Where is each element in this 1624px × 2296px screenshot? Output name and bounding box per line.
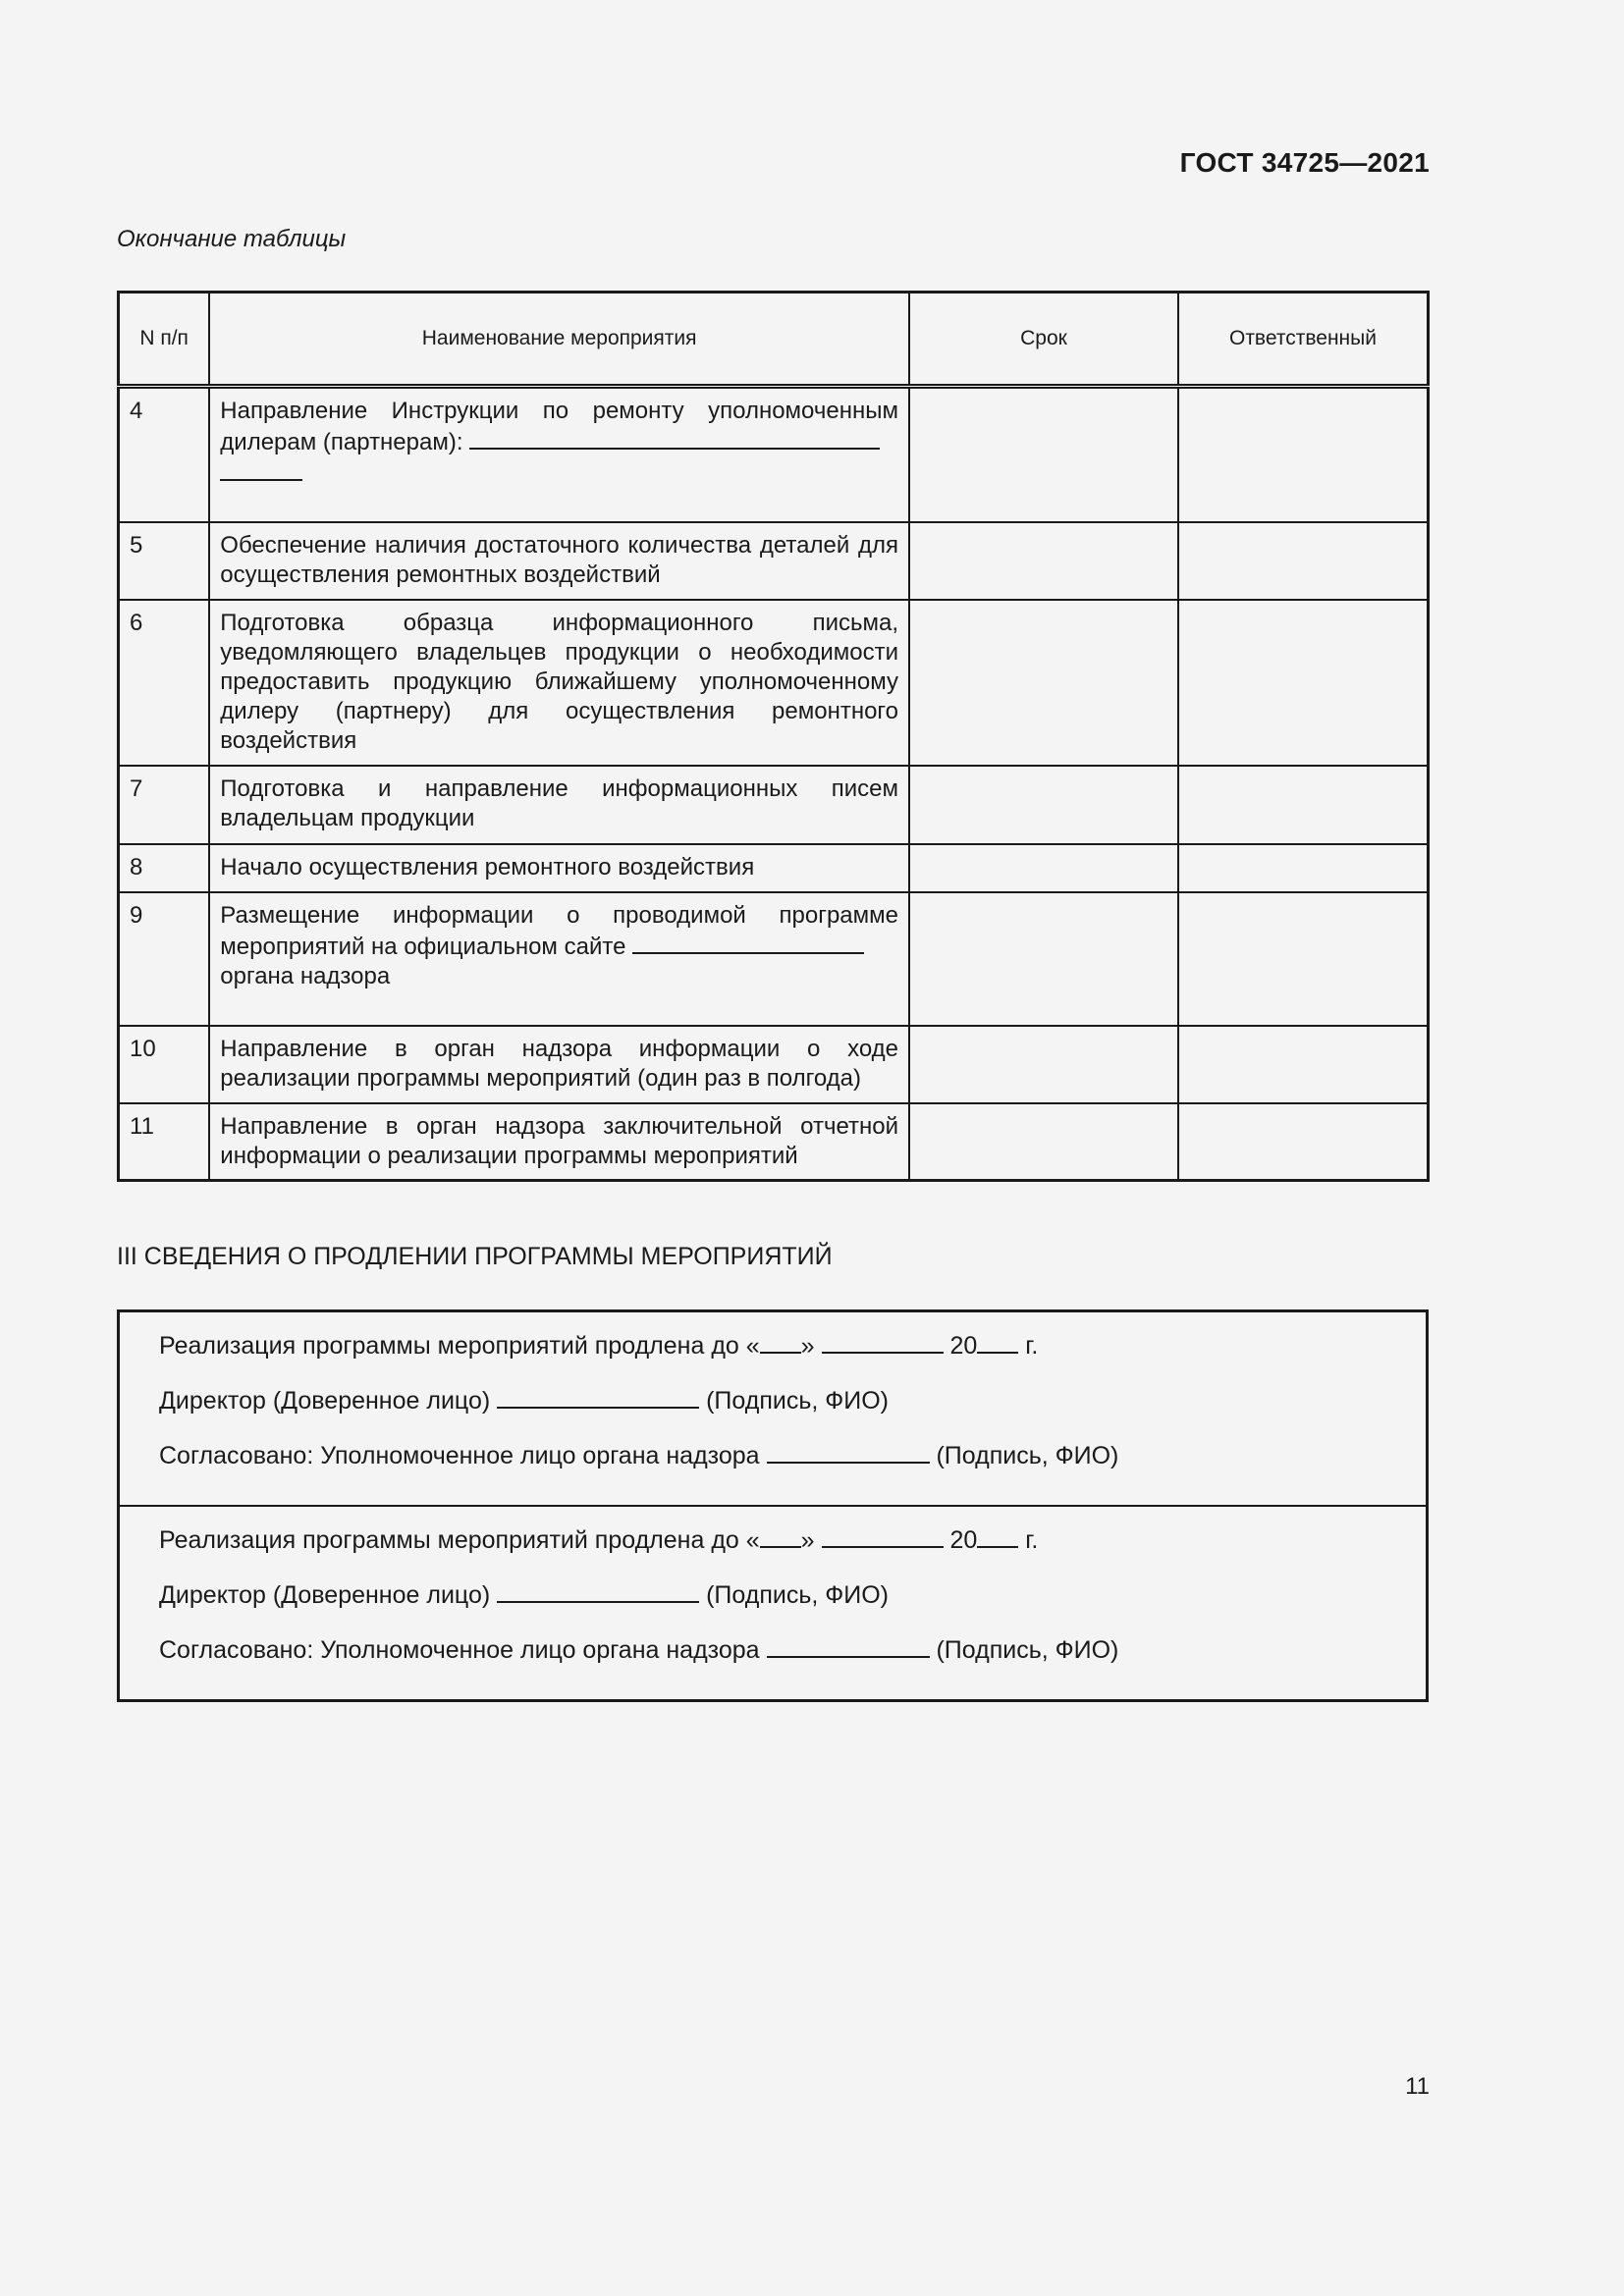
approval-signature-line xyxy=(159,1632,1426,1687)
row-name: Направление в орган надзора информации о ходе реализации программы мероприятий (один раз в полгода) xyxy=(209,1026,909,1103)
table-row xyxy=(119,1103,1429,1181)
section-title: III СВЕДЕНИЯ О ПРОДЛЕНИИ ПРОГРАММЫ МЕРОПРИЯТИЙ xyxy=(117,1243,833,1270)
table-row xyxy=(119,844,1429,892)
extension-date-line xyxy=(159,1522,1426,1577)
extension-text: Реализация программы мероприятий продлена до « xyxy=(159,1332,760,1360)
column-header-number: N п/п xyxy=(119,293,210,387)
table-row xyxy=(119,600,1429,766)
table-row xyxy=(119,1026,1429,1103)
row-deadline xyxy=(909,600,1178,766)
month-blank xyxy=(822,1328,944,1354)
signature-blank xyxy=(767,1438,930,1464)
row-name: Подготовка образца информационного письма, уведомляющего владельцев продукции о необходимости предоставить продукцию ближайшему уполномоченному дилеру (партнеру) для осуществления ремонтного воздействия xyxy=(209,600,909,766)
row-number: 7 xyxy=(119,766,210,844)
row-number: 11 xyxy=(119,1103,210,1181)
column-header-name: Наименование мероприятия xyxy=(209,293,909,387)
row-responsible xyxy=(1178,387,1429,522)
signature-blank xyxy=(767,1632,930,1658)
fill-in-blank xyxy=(632,931,864,954)
row-deadline xyxy=(909,1026,1178,1103)
column-header-responsible: Ответственный xyxy=(1178,293,1429,387)
row-number: 4 xyxy=(119,387,210,522)
row-deadline xyxy=(909,522,1178,600)
signature-blank xyxy=(497,1383,699,1409)
year-suffix: г. xyxy=(1025,1526,1039,1554)
row-name: Начало осуществления ремонтного воздействия xyxy=(209,844,909,892)
row-responsible xyxy=(1178,1103,1429,1181)
row-name: Обеспечение наличия достаточного количества деталей для осуществления ремонтных воздействий xyxy=(209,522,909,600)
table-row xyxy=(119,387,1429,522)
row-number: 9 xyxy=(119,892,210,1026)
table-caption: Окончание таблицы xyxy=(117,226,347,252)
quote-close: » xyxy=(800,1526,815,1554)
row-name-continued: органа надзора xyxy=(220,962,391,989)
row-name: Подготовка и направление информационных писем владельцам продукции xyxy=(209,766,909,844)
row-deadline xyxy=(909,844,1178,892)
row-responsible xyxy=(1178,600,1429,766)
row-responsible xyxy=(1178,766,1429,844)
table-row xyxy=(119,892,1429,1026)
signature-blank xyxy=(497,1577,699,1603)
extension-block xyxy=(120,1505,1426,1699)
table-row xyxy=(119,522,1429,600)
day-blank xyxy=(760,1328,801,1354)
extension-box xyxy=(117,1309,1429,1702)
row-number: 6 xyxy=(119,600,210,766)
row-responsible xyxy=(1178,844,1429,892)
row-number: 5 xyxy=(119,522,210,600)
page-number: 11 xyxy=(1405,2073,1430,2100)
extension-date-line xyxy=(159,1328,1426,1383)
director-signature-line xyxy=(159,1383,1426,1438)
table-header-row xyxy=(119,293,1429,387)
measures-table xyxy=(117,291,1430,1182)
row-deadline xyxy=(909,766,1178,844)
extension-block xyxy=(120,1312,1426,1505)
signature-hint: (Подпись, ФИО) xyxy=(936,1636,1119,1664)
quote-close: » xyxy=(800,1332,815,1360)
year-suffix: г. xyxy=(1025,1332,1039,1360)
year-blank xyxy=(977,1522,1018,1548)
extension-text: Реализация программы мероприятий продлена до « xyxy=(159,1526,760,1554)
signature-hint: (Подпись, ФИО) xyxy=(706,1387,889,1415)
row-deadline xyxy=(909,387,1178,522)
year-prefix: 20 xyxy=(949,1526,978,1554)
fill-in-blank xyxy=(469,426,880,450)
row-responsible xyxy=(1178,522,1429,600)
table-row xyxy=(119,766,1429,844)
month-blank xyxy=(822,1522,944,1548)
document-code: ГОСТ 34725—2021 xyxy=(1179,147,1430,178)
director-label: Директор (Доверенное лицо) xyxy=(159,1581,491,1609)
signature-hint: (Подпись, ФИО) xyxy=(706,1581,889,1609)
director-signature-line xyxy=(159,1577,1426,1632)
year-prefix: 20 xyxy=(949,1332,978,1360)
row-number: 8 xyxy=(119,844,210,892)
row-name-cell xyxy=(209,892,909,1026)
approval-signature-line xyxy=(159,1438,1426,1493)
row-name: Направление в орган надзора заключительной отчетной информации о реализации программы мероприятий xyxy=(209,1103,909,1181)
column-header-deadline: Срок xyxy=(909,293,1178,387)
day-blank xyxy=(760,1522,801,1548)
row-name: Направление Инструкции по ремонту уполномоченным дилерам (партнерам): xyxy=(220,398,898,455)
row-deadline xyxy=(909,1103,1178,1181)
signature-hint: (Подпись, ФИО) xyxy=(936,1442,1119,1469)
row-name-cell xyxy=(209,387,909,522)
row-responsible xyxy=(1178,892,1429,1026)
row-deadline xyxy=(909,892,1178,1026)
row-number: 10 xyxy=(119,1026,210,1103)
year-blank xyxy=(977,1328,1018,1354)
approval-label: Согласовано: Уполномоченное лицо органа надзора xyxy=(159,1636,760,1664)
director-label: Директор (Доверенное лицо) xyxy=(159,1387,491,1415)
row-name: Размещение информации о проводимой программе мероприятий на официальном сайте xyxy=(220,901,898,960)
fill-in-blank xyxy=(220,457,302,481)
approval-label: Согласовано: Уполномоченное лицо органа надзора xyxy=(159,1442,760,1469)
row-responsible xyxy=(1178,1026,1429,1103)
